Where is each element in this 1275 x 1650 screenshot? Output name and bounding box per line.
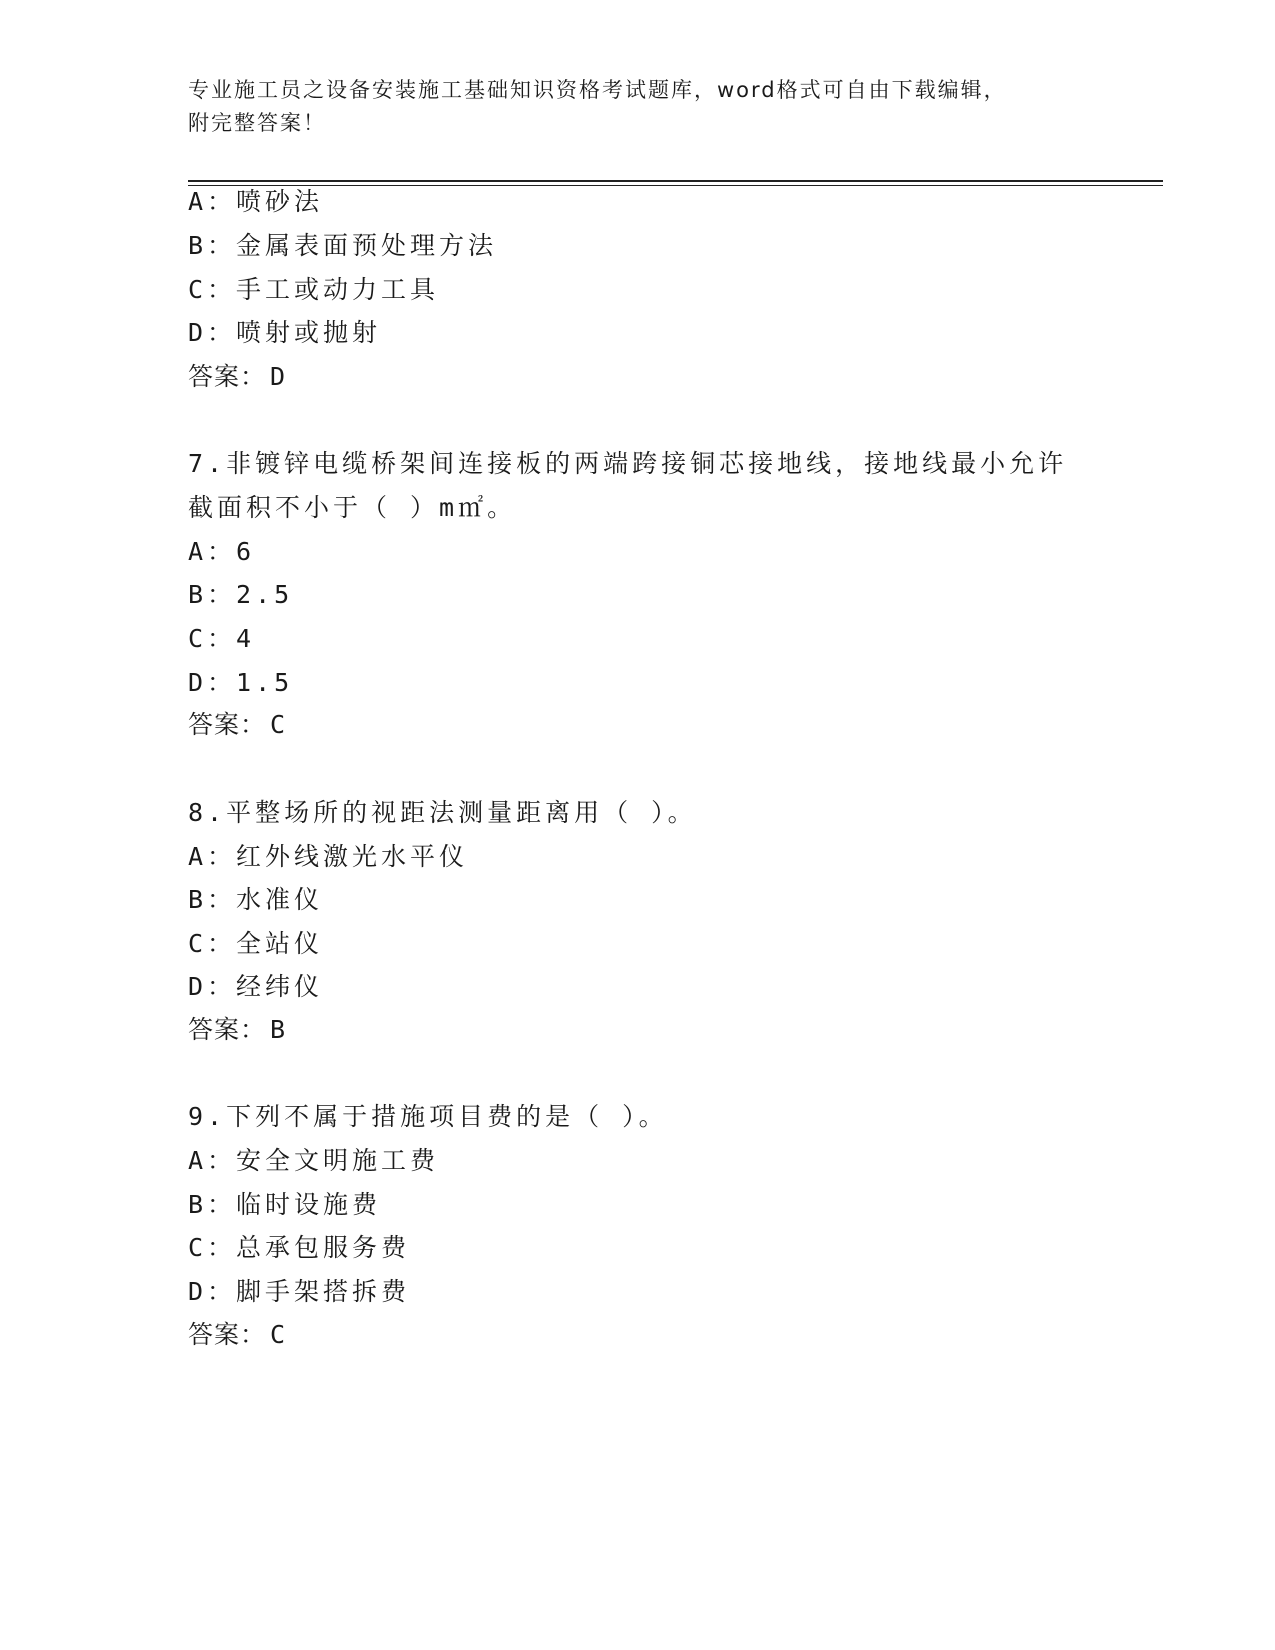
header-line-1: 专业施工员之设备安装施工基础知识资格考试题库，word格式可自由下载编辑， bbox=[188, 78, 1007, 102]
q9-answer bbox=[188, 1318, 286, 1352]
q7-option-b: B：2.5 bbox=[188, 580, 294, 609]
q7-answer-label: 答案： bbox=[188, 710, 267, 739]
q8-option-b: B：水准仪 bbox=[188, 885, 324, 914]
q7-option-d: D：1.5 bbox=[188, 668, 294, 697]
q8-option-a: A：红外线激光水平仪 bbox=[188, 842, 469, 871]
q6-option-c: C：手工或动力工具 bbox=[188, 275, 440, 304]
q8-answer bbox=[188, 1013, 286, 1047]
document-header bbox=[188, 74, 1088, 140]
q7-stem-line-1: 7.非镀锌电缆桥架间连接板的两端跨接铜芯接地线，接地线最小允许 bbox=[188, 449, 1068, 478]
header-divider-thick bbox=[188, 180, 1163, 182]
q6-answer-value: D bbox=[270, 362, 287, 391]
q9-option-a: A：安全文明施工费 bbox=[188, 1146, 440, 1175]
q9-stem: 9.下列不属于措施项目费的是（ ）。 bbox=[188, 1102, 668, 1131]
q8-answer-value: B bbox=[270, 1015, 287, 1044]
q6-answer bbox=[188, 360, 286, 394]
q9-option-d: D：脚手架搭拆费 bbox=[188, 1277, 411, 1306]
q8-answer-label: 答案： bbox=[188, 1015, 267, 1044]
q7-stem-line-2: 截面积不小于（ ）m㎡。 bbox=[188, 493, 517, 522]
document-page bbox=[188, 0, 1163, 1650]
q6-option-d: D：喷射或抛射 bbox=[188, 318, 382, 347]
q6-option-b: B：金属表面预处理方法 bbox=[188, 231, 498, 260]
q9-option-b: B：临时设施费 bbox=[188, 1190, 382, 1219]
q7-option-c: C：4 bbox=[188, 624, 256, 653]
q9-answer-label: 答案： bbox=[188, 1320, 267, 1349]
header-line-2: 附完整答案！ bbox=[188, 111, 326, 135]
q7-option-a: A：6 bbox=[188, 537, 256, 566]
q8-option-c: C：全站仪 bbox=[188, 929, 324, 958]
q9-answer-value: C bbox=[270, 1320, 287, 1349]
q8-option-d: D：经纬仪 bbox=[188, 972, 324, 1001]
q7-answer-value: C bbox=[270, 710, 287, 739]
header-divider-thin bbox=[188, 185, 1163, 186]
q6-option-a: A：喷砂法 bbox=[188, 187, 324, 216]
q6-answer-label: 答案： bbox=[188, 362, 267, 391]
q7-answer bbox=[188, 708, 286, 742]
q9-option-c: C：总承包服务费 bbox=[188, 1233, 411, 1262]
q8-stem: 8.平整场所的视距法测量距离用（ ）。 bbox=[188, 798, 697, 827]
